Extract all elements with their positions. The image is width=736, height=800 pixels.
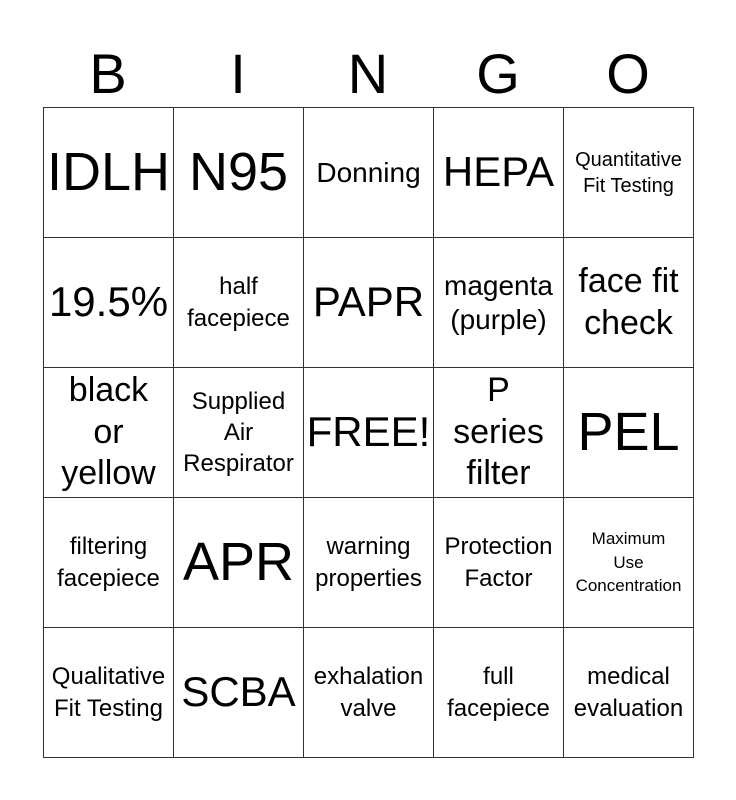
cell-text: PAPR	[312, 278, 425, 326]
cell-text: black or yellow	[61, 371, 156, 493]
bingo-cell[interactable]	[174, 498, 304, 628]
bingo-cell[interactable]	[174, 238, 304, 368]
cell-text: Donning	[316, 156, 421, 188]
cell-text: full facepiece	[447, 663, 550, 722]
header-letter-o: O	[606, 42, 650, 105]
bingo-cell[interactable]	[434, 108, 564, 238]
cell-text: Quantitative Fit Testing	[575, 148, 682, 197]
bingo-cell[interactable]	[434, 368, 564, 498]
bingo-cell[interactable]	[304, 498, 434, 628]
bingo-cell[interactable]	[174, 368, 304, 498]
bingo-cell[interactable]	[44, 628, 174, 758]
cell-text: exhalation valve	[313, 663, 424, 722]
bingo-cell[interactable]	[564, 368, 694, 498]
header-letter-b: B	[89, 42, 127, 105]
header-letter-n: N	[347, 42, 389, 105]
cell-text: Supplied Air Respirator	[183, 387, 294, 478]
bingo-cell[interactable]	[564, 498, 694, 628]
cell-text: PEL	[577, 401, 680, 462]
cell-text: HEPA	[442, 148, 555, 196]
bingo-cell[interactable]	[304, 108, 434, 238]
cell-text: face fit check	[578, 262, 679, 342]
bingo-cell[interactable]	[174, 108, 304, 238]
header-letter-i: I	[230, 42, 246, 105]
bingo-cell free-space[interactable]	[304, 368, 434, 498]
cell-text: Qualitative Fit Testing	[51, 663, 166, 722]
cell-text: 19.5%	[48, 278, 169, 326]
bingo-cell[interactable]	[174, 628, 304, 758]
bingo-cell[interactable]	[44, 368, 174, 498]
bingo-board	[43, 107, 694, 758]
cell-text: APR	[182, 531, 295, 592]
bingo-cell[interactable]	[434, 628, 564, 758]
cell-text: FREE!	[306, 408, 431, 456]
cell-text: P series filter	[453, 371, 544, 493]
bingo-cell[interactable]	[44, 498, 174, 628]
bingo-cell[interactable]	[44, 238, 174, 368]
bingo-cell[interactable]	[564, 108, 694, 238]
bingo-cell[interactable]	[434, 238, 564, 368]
bingo-cell[interactable]	[564, 238, 694, 368]
cell-text: filtering facepiece	[57, 533, 160, 592]
cell-text: N95	[188, 141, 289, 202]
bingo-cell[interactable]	[304, 238, 434, 368]
cell-text: warning properties	[315, 533, 422, 592]
cell-text: half facepiece	[187, 273, 290, 332]
cell-text: magenta (purple)	[444, 269, 553, 335]
bingo-cell[interactable]	[434, 498, 564, 628]
bingo-cell[interactable]	[304, 628, 434, 758]
cell-text: medical evaluation	[573, 663, 684, 722]
cell-text: Maximum Use Concentration	[575, 528, 682, 596]
bingo-header	[43, 40, 693, 108]
bingo-cell[interactable]	[44, 108, 174, 238]
cell-text: SCBA	[181, 668, 296, 716]
cell-text: Protection Factor	[444, 533, 553, 592]
header-letter-g: G	[476, 42, 520, 105]
cell-text: IDLH	[46, 141, 171, 202]
bingo-cell[interactable]	[564, 628, 694, 758]
